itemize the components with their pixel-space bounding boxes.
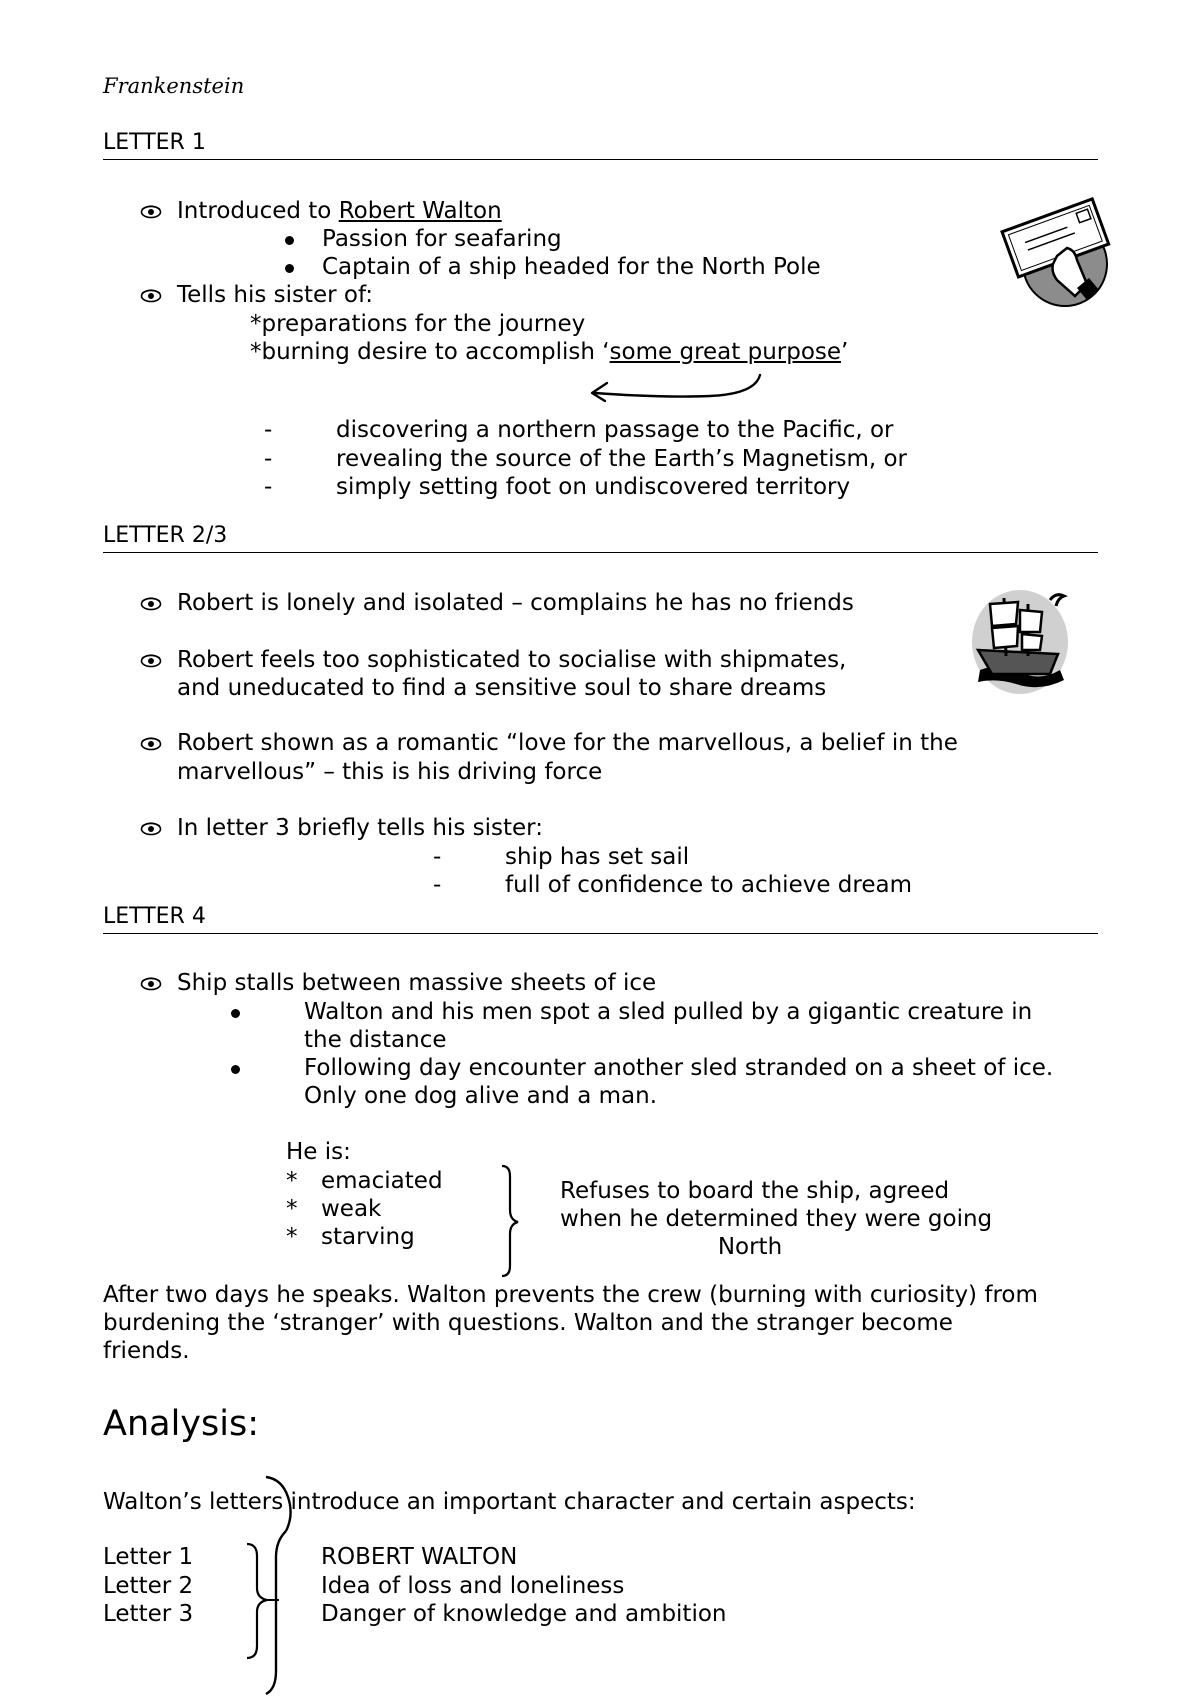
eye-bullet-icon [140,737,162,751]
aspect-item: Idea of loss and loneliness [321,1573,625,1599]
purpose-item: simply setting foot on undiscovered territory [336,474,851,500]
ship-stalls-point: Ship stalls between massive sheets of ice [177,970,657,996]
letter1-divider [103,159,1098,160]
stranded-sled-line1: Following day encounter another sled stranded on a sheet of ice. [304,1055,1054,1081]
aspect-item: ROBERT WALTON [321,1544,518,1570]
romantic-point-line1: Robert shown as a romantic “love for the marvellous, a belief in the [177,730,958,756]
great-purpose-suffix: ’ [841,339,849,365]
refuses-line2: when he determined they were going [560,1206,993,1232]
romantic-point-line2: marvellous” – this is his driving force [177,759,603,785]
star-marker: * [286,1168,298,1194]
letter23-heading: LETTER 2/3 [103,523,228,548]
lonely-point: Robert is lonely and isolated – complains he has no friends [177,590,854,616]
curved-arrow-icon [585,372,765,408]
sophisticated-point-line2: and uneducated to find a sensitive soul to share dreams [177,675,827,701]
eye-bullet-icon [140,822,162,836]
great-purpose-underlined: some great purpose [609,339,842,365]
refuses-note [560,1177,993,1260]
dash-marker: - [264,446,273,472]
refuses-line3: North [717,1234,783,1260]
great-purpose-line [250,338,848,366]
he-is-label: He is: [286,1139,351,1165]
trait-item: starving [321,1224,415,1250]
letter3-point: In letter 3 briefly tells his sister: [177,815,543,841]
sled-creature-line2: the distance [304,1027,447,1053]
eye-bullet-icon [140,289,162,303]
dash-marker: - [264,474,273,500]
trait-item: weak [321,1196,382,1222]
dash-marker: - [264,417,273,443]
sophisticated-point-line1: Robert feels too sophisticated to socialise with shipmates, [177,647,847,673]
letter23-divider [103,552,1098,553]
tells-sister-line: Tells his sister of: [177,282,374,308]
refuses-line1: Refuses to board the ship, agreed [560,1178,950,1204]
aspect-item: Danger of knowledge and ambition [321,1601,727,1627]
robert-walton-name: Robert Walton [338,198,502,224]
eye-bullet-icon [140,597,162,611]
letter-envelope-icon [995,192,1115,310]
star-marker: * [286,1224,298,1250]
letter3-sub-point: ship has set sail [505,844,690,870]
sailing-ship-icon [960,580,1085,702]
intro-prefix: Introduced to [177,198,339,224]
analysis-intro: Walton’s letters introduce an important character and certain aspects: [103,1489,916,1515]
right-brace-icon [496,1162,526,1280]
bullet-dot [285,236,294,245]
summary-line3: friends. [103,1338,190,1364]
letter-label: Letter 3 [103,1601,194,1627]
intro-line [177,197,502,225]
summary-line2: burdening the ‘stranger’ with questions. Walton and the stranger become [103,1310,953,1336]
purpose-item: revealing the source of the Earth’s Magnetism, or [336,446,908,472]
letter4-divider [103,933,1098,934]
eye-bullet-icon [140,205,162,219]
preparations-line: *preparations for the journey [250,311,586,337]
eye-bullet-icon [140,654,162,668]
stranded-sled-line2: Only one dog alive and a man. [304,1083,658,1109]
letter-label: Letter 1 [103,1544,194,1570]
purpose-item: discovering a northern passage to the Pacific, or [336,417,894,443]
letter3-sub-point: full of confidence to achieve dream [505,872,912,898]
letter4-heading: LETTER 4 [103,904,206,929]
eye-bullet-icon [140,977,162,991]
star-marker: * [286,1196,298,1222]
sub-bullet: Passion for seafaring [322,226,562,252]
letter-label: Letter 2 [103,1573,194,1599]
dash-marker: - [433,844,442,870]
sled-creature-line1: Walton and his men spot a sled pulled by a gigantic creature in [304,999,1033,1025]
summary-line1: After two days he speaks. Walton prevents the crew (burning with curiosity) from [103,1282,1038,1308]
analysis-heading: Analysis: [103,1404,259,1444]
great-purpose-prefix: *burning desire to accomplish ‘ [250,339,610,365]
bullet-dot [231,1065,240,1074]
letter1-heading: LETTER 1 [103,130,206,155]
sub-bullet: Captain of a ship headed for the North Pole [322,254,821,280]
bullet-dot [231,1009,240,1018]
dash-marker: - [433,872,442,898]
analysis-brace-icon [262,1475,302,1696]
bullet-dot [285,264,294,273]
document-title: Frankenstein [103,74,245,98]
trait-item: emaciated [321,1168,443,1194]
